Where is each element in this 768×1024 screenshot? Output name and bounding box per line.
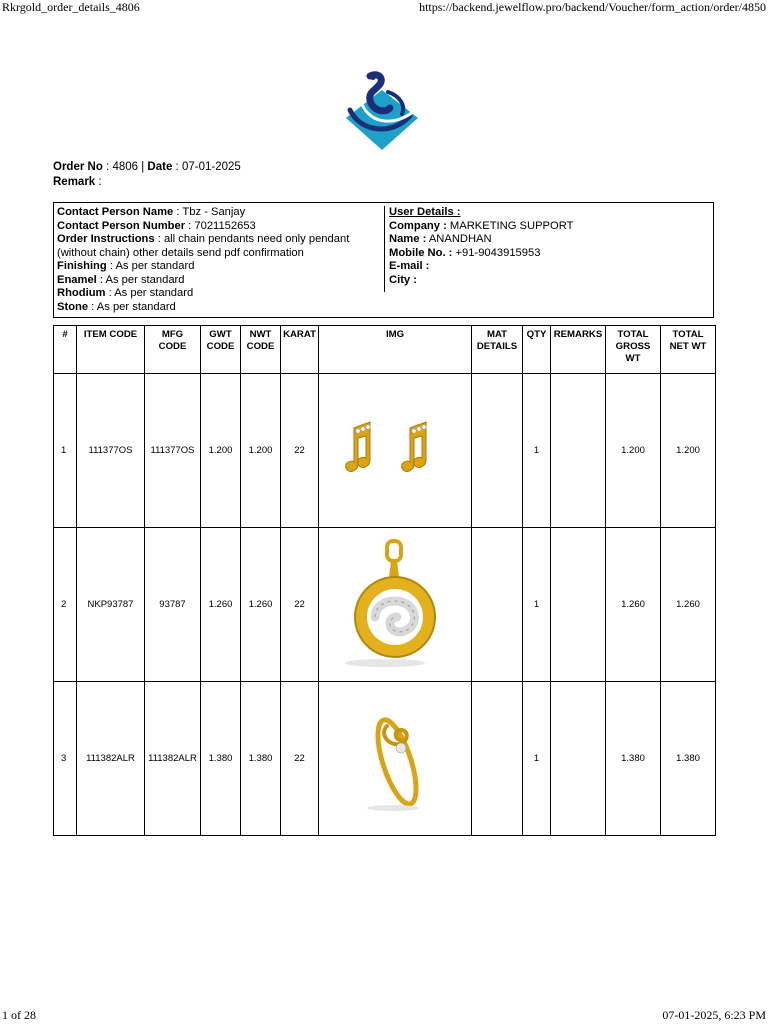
swan-logo-icon xyxy=(340,70,424,156)
table-header-row xyxy=(54,326,716,374)
print-datetime: 07-01-2025, 6:23 PM xyxy=(662,1008,766,1022)
karat: 22 xyxy=(281,528,319,682)
mobile-label: Mobile No. : xyxy=(389,246,453,259)
info-divider xyxy=(384,206,385,292)
mfg-code: 93787 xyxy=(145,528,201,682)
item-code: 111382ALR xyxy=(77,682,145,836)
total-net-wt: 1.260 xyxy=(661,528,716,682)
remarks xyxy=(551,528,606,682)
qty: 1 xyxy=(523,374,551,528)
total-gross-wt: 1.380 xyxy=(606,682,661,836)
user-details-heading: User Details : xyxy=(389,206,461,218)
total-gross-wt: 1.200 xyxy=(606,374,661,528)
table-row xyxy=(54,528,716,682)
item-code: 111377OS xyxy=(77,374,145,528)
order-date-label: Date xyxy=(147,161,173,173)
product-image xyxy=(319,528,472,682)
rhodium-value: As per standard xyxy=(114,287,194,299)
order-meta: Order No : 4806 | Date : 07-01-2025 Remark : xyxy=(53,161,241,188)
enamel-value: As per standard xyxy=(105,273,185,286)
nwt-code: 1.260 xyxy=(241,528,281,682)
gwt-code: 1.260 xyxy=(201,528,241,682)
mfg-code: 111377OS xyxy=(145,374,201,528)
col-header-item-code: ITEM CODE xyxy=(77,326,145,374)
swirl-pendant-icon xyxy=(335,537,455,673)
mat-details xyxy=(472,682,523,836)
company-label: Company : xyxy=(389,219,447,232)
col-header-karat: KARAT xyxy=(281,326,319,374)
item-code: NKP93787 xyxy=(77,528,145,682)
treble-clef-ring-icon xyxy=(355,704,435,814)
col-header-total-gross-wt: TOTAL GROSS WT xyxy=(606,326,661,374)
nwt-code: 1.380 xyxy=(241,682,281,836)
stone-value: As per standard xyxy=(96,300,176,313)
col-header-mat-details: MAT DETAILS xyxy=(472,326,523,374)
items-table xyxy=(53,325,716,836)
email-label: E-mail : xyxy=(389,260,430,272)
nwt-code: 1.200 xyxy=(241,374,281,528)
remark-label: Remark xyxy=(53,176,96,188)
col-header-gwt-code: GWT CODE xyxy=(201,326,241,374)
col-header-img: IMG xyxy=(319,326,472,374)
col-header-no: # xyxy=(54,326,77,374)
stone-label: Stone xyxy=(57,300,89,313)
total-net-wt: 1.200 xyxy=(661,374,716,528)
remarks xyxy=(551,682,606,836)
page-count: 1 of 28 xyxy=(2,1008,36,1022)
contact-person-name-label: Contact Person Name xyxy=(57,206,174,218)
finishing-value: As per standard xyxy=(115,260,195,272)
col-header-qty: QTY xyxy=(523,326,551,374)
row-no: 2 xyxy=(54,528,77,682)
col-header-mfg-code: MFG CODE xyxy=(145,326,201,374)
order-instructions-label: Order Instructions xyxy=(57,233,155,245)
qty: 1 xyxy=(523,682,551,836)
music-note-earrings-icon xyxy=(340,416,450,486)
contact-details: Contact Person Name : Tbz - Sanjay Contact Person Number : 7021152653 Order Instructions : all chain pendants need only pendant (without chain) other details send pdf confirmation Finishing : As per standard Enamel : As per standard Rhodium : As per standard Stone : As per standard xyxy=(57,206,350,313)
qty: 1 xyxy=(523,528,551,682)
gwt-code: 1.380 xyxy=(201,682,241,836)
col-header-nwt-code: NWT CODE xyxy=(241,326,281,374)
user-name-value: ANANDHAN xyxy=(428,233,492,245)
product-image xyxy=(319,682,472,836)
print-footer xyxy=(0,1008,768,1023)
contact-person-number-label: Contact Person Number xyxy=(57,219,186,232)
company-logo xyxy=(340,70,424,156)
finishing-label: Finishing xyxy=(57,260,107,272)
enamel-label: Enamel xyxy=(57,273,97,286)
remarks xyxy=(551,374,606,528)
contact-person-name-value: Tbz - Sanjay xyxy=(182,206,246,218)
order-date-value: 07-01-2025 xyxy=(181,161,241,173)
order-no-label: Order No xyxy=(53,161,103,173)
mobile-value: +91-9043915953 xyxy=(455,246,541,259)
order-no-value: 4806 xyxy=(112,161,139,173)
city-label: City : xyxy=(389,273,417,286)
row-no: 1 xyxy=(54,374,77,528)
gwt-code: 1.200 xyxy=(201,374,241,528)
karat: 22 xyxy=(281,374,319,528)
total-net-wt: 1.380 xyxy=(661,682,716,836)
order-info-box xyxy=(53,202,714,318)
total-gross-wt: 1.260 xyxy=(606,528,661,682)
karat: 22 xyxy=(281,682,319,836)
product-image xyxy=(319,374,472,528)
table-row xyxy=(54,374,716,528)
document-title: Rkrgold_order_details_4806 xyxy=(2,0,140,14)
document-url[interactable]: https://backend.jewelflow.pro/backend/Voucher/form_action/order/4850 xyxy=(419,0,766,14)
order-instructions-value: all chain pendants need only pendant (without chain) other details send pdf confirmation xyxy=(57,233,350,259)
row-no: 3 xyxy=(54,682,77,836)
rhodium-label: Rhodium xyxy=(57,287,106,299)
user-details xyxy=(389,206,709,287)
mat-details xyxy=(472,374,523,528)
mfg-code: 111382ALR xyxy=(145,682,201,836)
company-value: MARKETING SUPPORT xyxy=(449,219,574,232)
table-row xyxy=(54,682,716,836)
contact-person-number-value: 7021152653 xyxy=(194,219,256,232)
col-header-remarks: REMARKS xyxy=(551,326,606,374)
mat-details xyxy=(472,528,523,682)
user-name-label: Name : xyxy=(389,233,427,245)
print-header xyxy=(0,0,768,15)
col-header-total-net-wt: TOTAL NET WT xyxy=(661,326,716,374)
